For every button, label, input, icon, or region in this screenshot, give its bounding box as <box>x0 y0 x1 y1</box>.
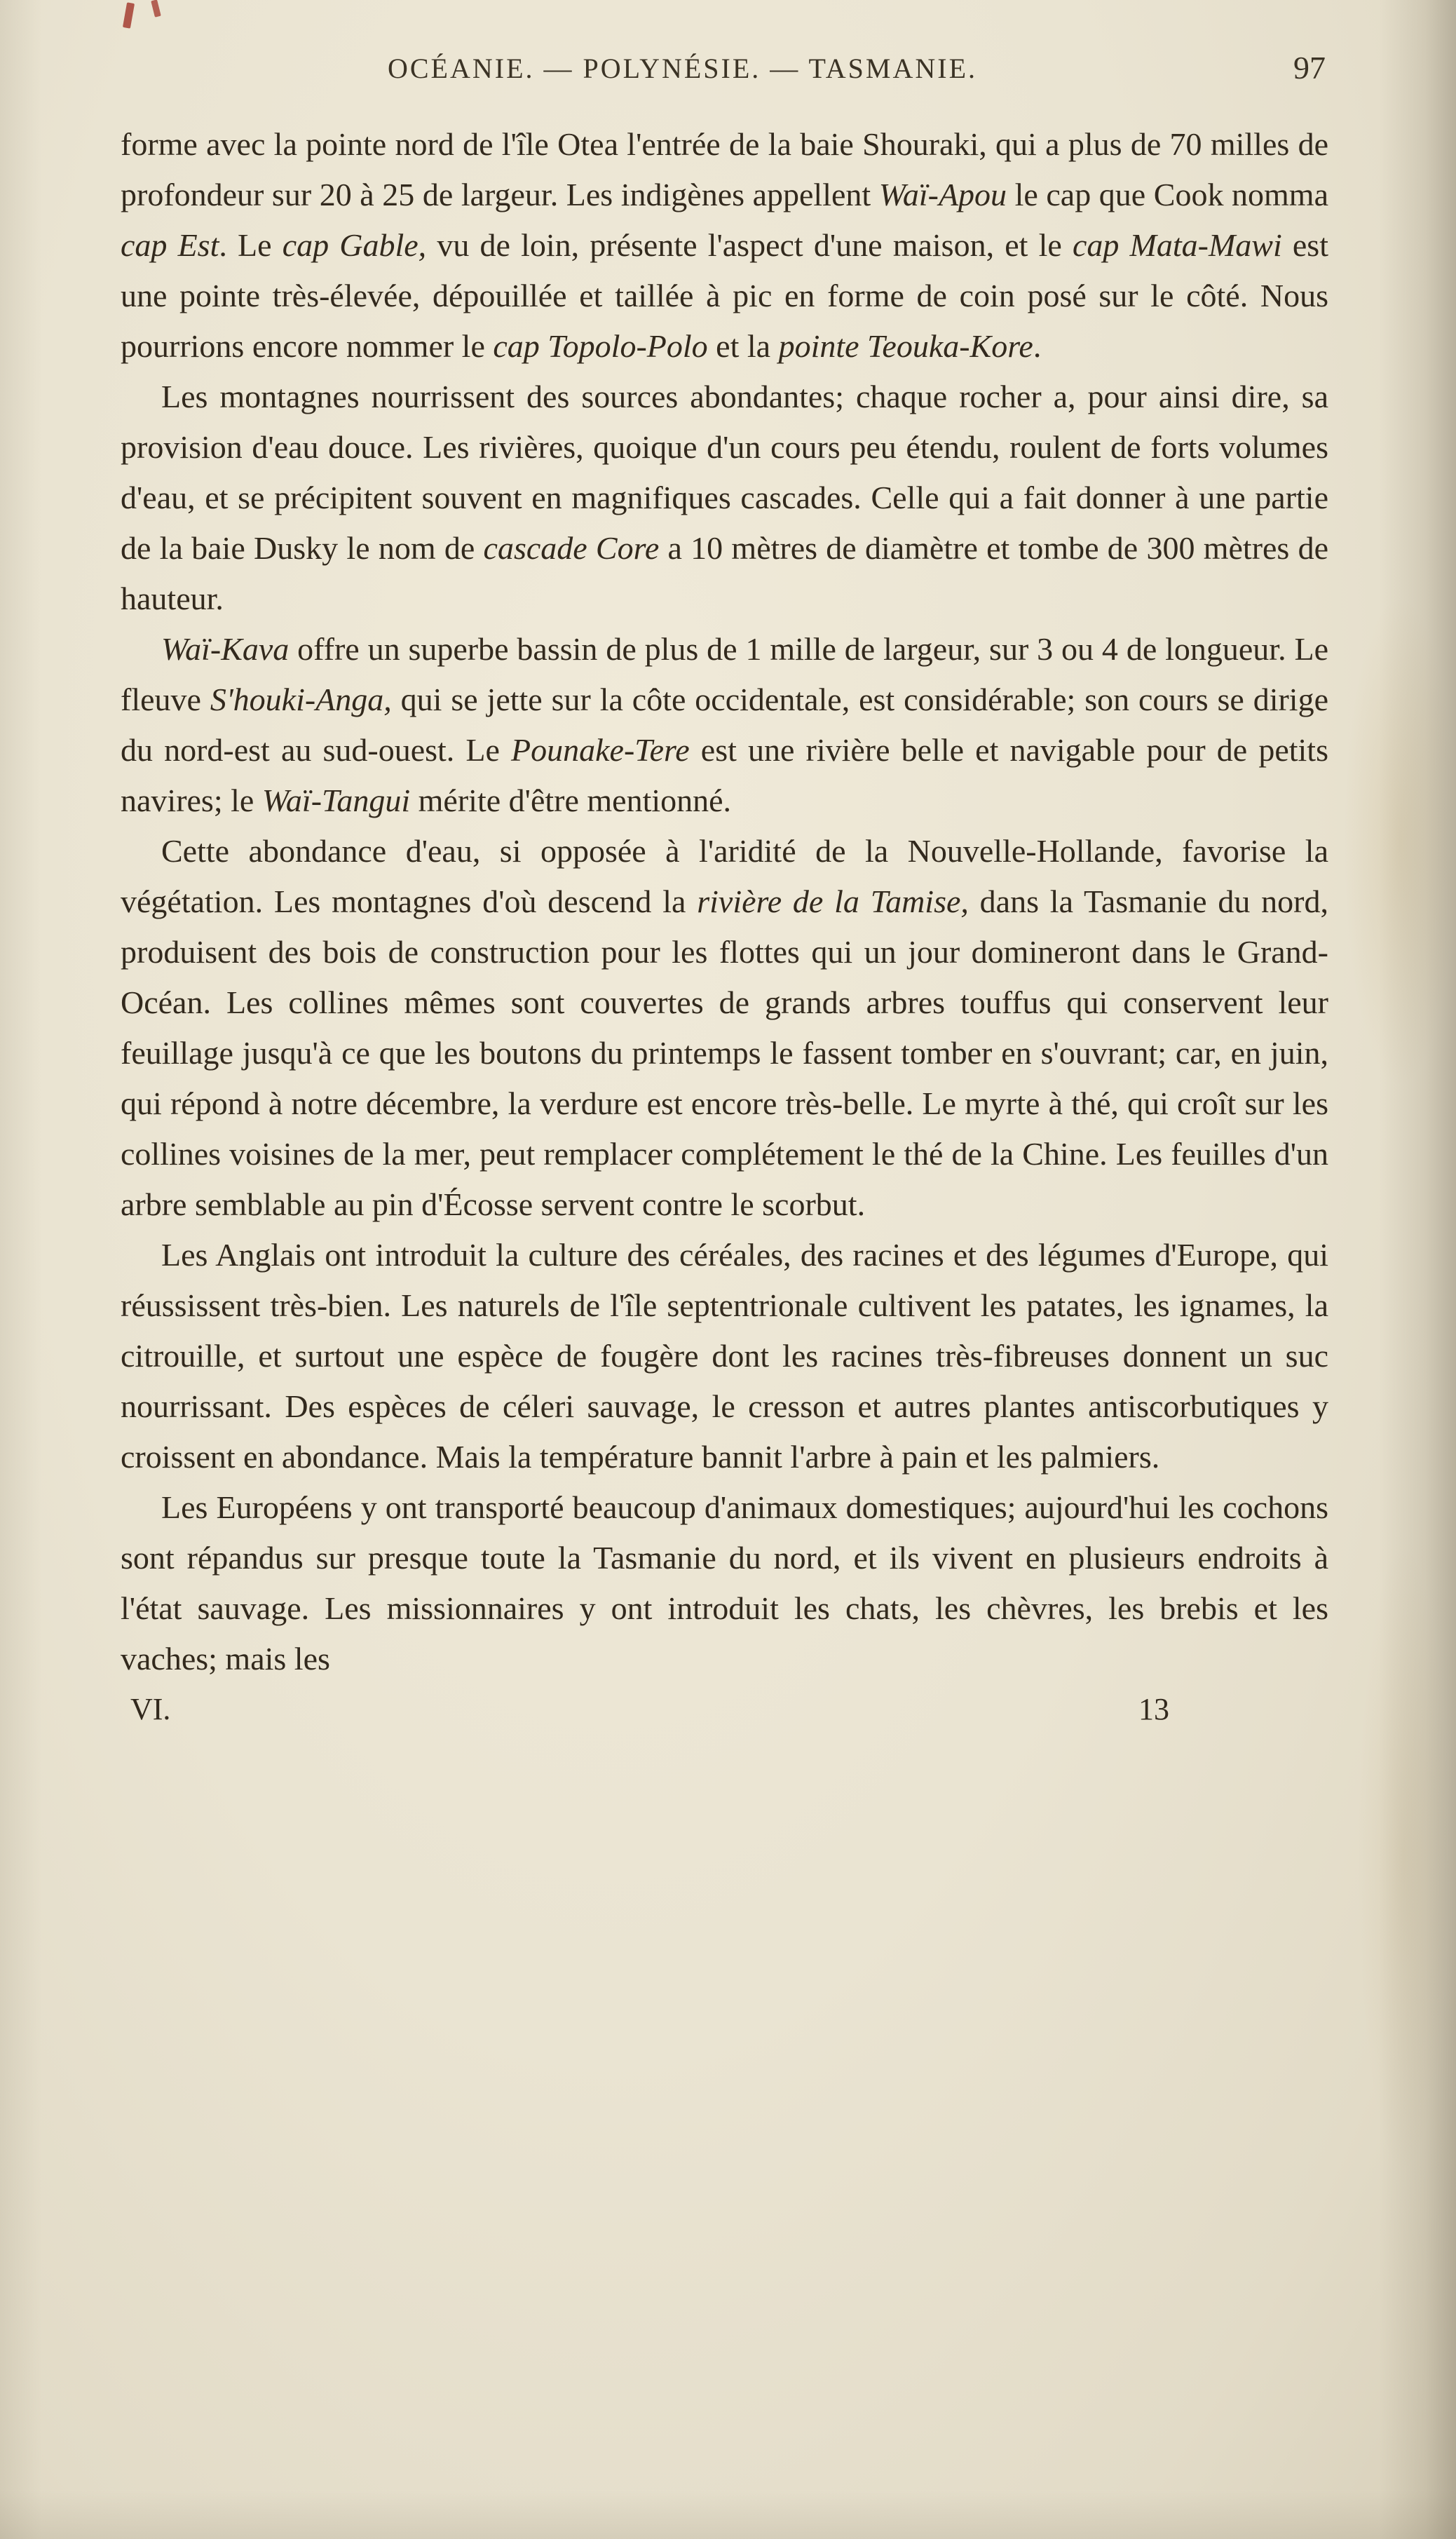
sheet-number: 13 <box>1138 1692 1169 1726</box>
text-run: . <box>1033 328 1042 364</box>
italic-run: Waï-Apou <box>878 177 1007 212</box>
italic-run: cap Gable, <box>282 227 427 263</box>
italic-run: pointe Teouka-Kore <box>778 328 1033 364</box>
text-run: est une pointe très-élevée, dépouillée et taillée à pic en forme de coin posé sur le côté. Nous pourrions encore nommer le <box>121 227 1328 364</box>
italic-run: Pounake-Tere <box>511 732 690 768</box>
text-run: Les Européens y ont transporté beaucoup d'animaux domestiques; aujourd'hui les cochons sont répandus sur presque toute la Tasmanie du nord, et ils vivent en plusieurs endroits à l'état sauvage. Les missionnaires y ont introduit les chats, les chèvres, les brebis et les vaches; mais les <box>121 1489 1328 1677</box>
italic-run: cascade Core <box>483 530 660 566</box>
page-number: 97 <box>1293 50 1326 86</box>
page-edge-shadow <box>0 0 42 2539</box>
italic-run: rivière de la Tamise, <box>697 883 969 919</box>
text-run: vu de loin, présente l'aspect d'une maison, et le <box>426 227 1073 263</box>
paragraph <box>121 1482 1328 1684</box>
page-header <box>121 52 1328 94</box>
page-footer <box>121 1684 1328 1735</box>
paragraph <box>121 119 1328 372</box>
text-run: . Le <box>219 227 283 263</box>
italic-run: S'houki-Anga, <box>210 682 392 717</box>
paragraph <box>121 624 1328 826</box>
italic-run: Waï-Tangui <box>261 783 411 818</box>
paragraph <box>121 826 1328 1230</box>
text-run: Les Anglais ont introduit la culture des céréales, des racines et des légumes d'Europe, qui réussissent très-bien. Les naturels de l'île septentrionale cultivent les patates, les ignames, la citrouille, et surtout une espèce de fougère dont les racines très-fibreuses donnent un suc nourrissant. Des espèces de céleri sauvage, le cresson et autres plantes antiscorbutiques y croissent en abondance. Mais la température bannit l'arbre à pain et les palmiers. <box>121 1237 1328 1475</box>
text-run: Les montagnes nourrissent des sources abondantes; chaque rocher a, pour ainsi dire, sa provision d'eau douce. Les rivières, quoique d'un cours peu étendu, roulent de forts volumes d'eau, et se précipitent souvent en magnifiques cascades. Celle qui a fait donner à une partie de la baie Dusky le nom de <box>121 379 1328 566</box>
paragraph <box>121 1230 1328 1482</box>
text-run: forme avec la pointe nord de l'île Otea l'entrée de la baie Shouraki, qui a plus de 70 milles de profondeur sur 20 à 25 de largeur. Les indigènes appellent <box>121 126 1328 212</box>
text-block <box>121 52 1328 1735</box>
text-run: Cette abondance d'eau, si opposée à l'aridité de la Nouvelle-Hollande, favorise la végétation. Les montagnes d'où descend la <box>121 833 1328 919</box>
scan-artifact-red-mark <box>123 2 135 28</box>
text-run: offre un superbe bassin de plus de 1 mille de largeur, sur 3 ou 4 de longueur. Le fleuve <box>121 631 1328 717</box>
signature-mark: VI. <box>130 1692 171 1726</box>
body-text <box>121 119 1328 1684</box>
italic-run: cap Est <box>121 227 219 263</box>
scan-artifact-red-mark <box>151 0 161 18</box>
page-edge-shadow <box>1379 0 1456 2539</box>
text-run: qui se jette sur la côte occidentale, est considérable; son cours se dirige du nord-est au sud-ouest. Le <box>121 682 1328 768</box>
italic-run: Waï-Kava <box>161 631 290 667</box>
text-run: le cap que Cook nomma <box>1007 177 1328 212</box>
text-run: dans la Tasmanie du nord, produisent des bois de construction pour les flottes qui un jour domineront dans le Grand-Océan. Les collines mêmes sont couvertes de grands arbres touffus qui conservent leur feuillage jusqu'à ce que les boutons du printemps le fassent tomber en s'ouvrant; car, en juin, qui répond à notre décembre, la verdure est encore très-belle. Le myrte à thé, qui croît sur les collines voisines de la mer, peut remplacer complétement le thé de la Chine. Les feuilles d'un arbre semblable au pin d'Écosse servent contre le scorbut. <box>121 883 1328 1222</box>
text-run: mérite d'être mentionné. <box>410 783 732 818</box>
running-title: OCÉANIE. — POLYNÉSIE. — TASMANIE. <box>387 53 978 84</box>
page-edge-shadow <box>0 2490 1456 2539</box>
italic-run: cap Topolo-Polo <box>493 328 708 364</box>
paper-stain <box>1344 596 1456 1087</box>
paper-stain <box>1358 1543 1449 2174</box>
text-run: a 10 mètres de diamètre et tombe de 300 mètres de hauteur. <box>121 530 1329 616</box>
text-run: est une rivière belle et navigable pour de petits navires; le <box>121 732 1328 818</box>
paragraph <box>121 372 1328 624</box>
text-run: et la <box>707 328 779 364</box>
italic-run: cap Mata-Mawi <box>1072 227 1282 263</box>
